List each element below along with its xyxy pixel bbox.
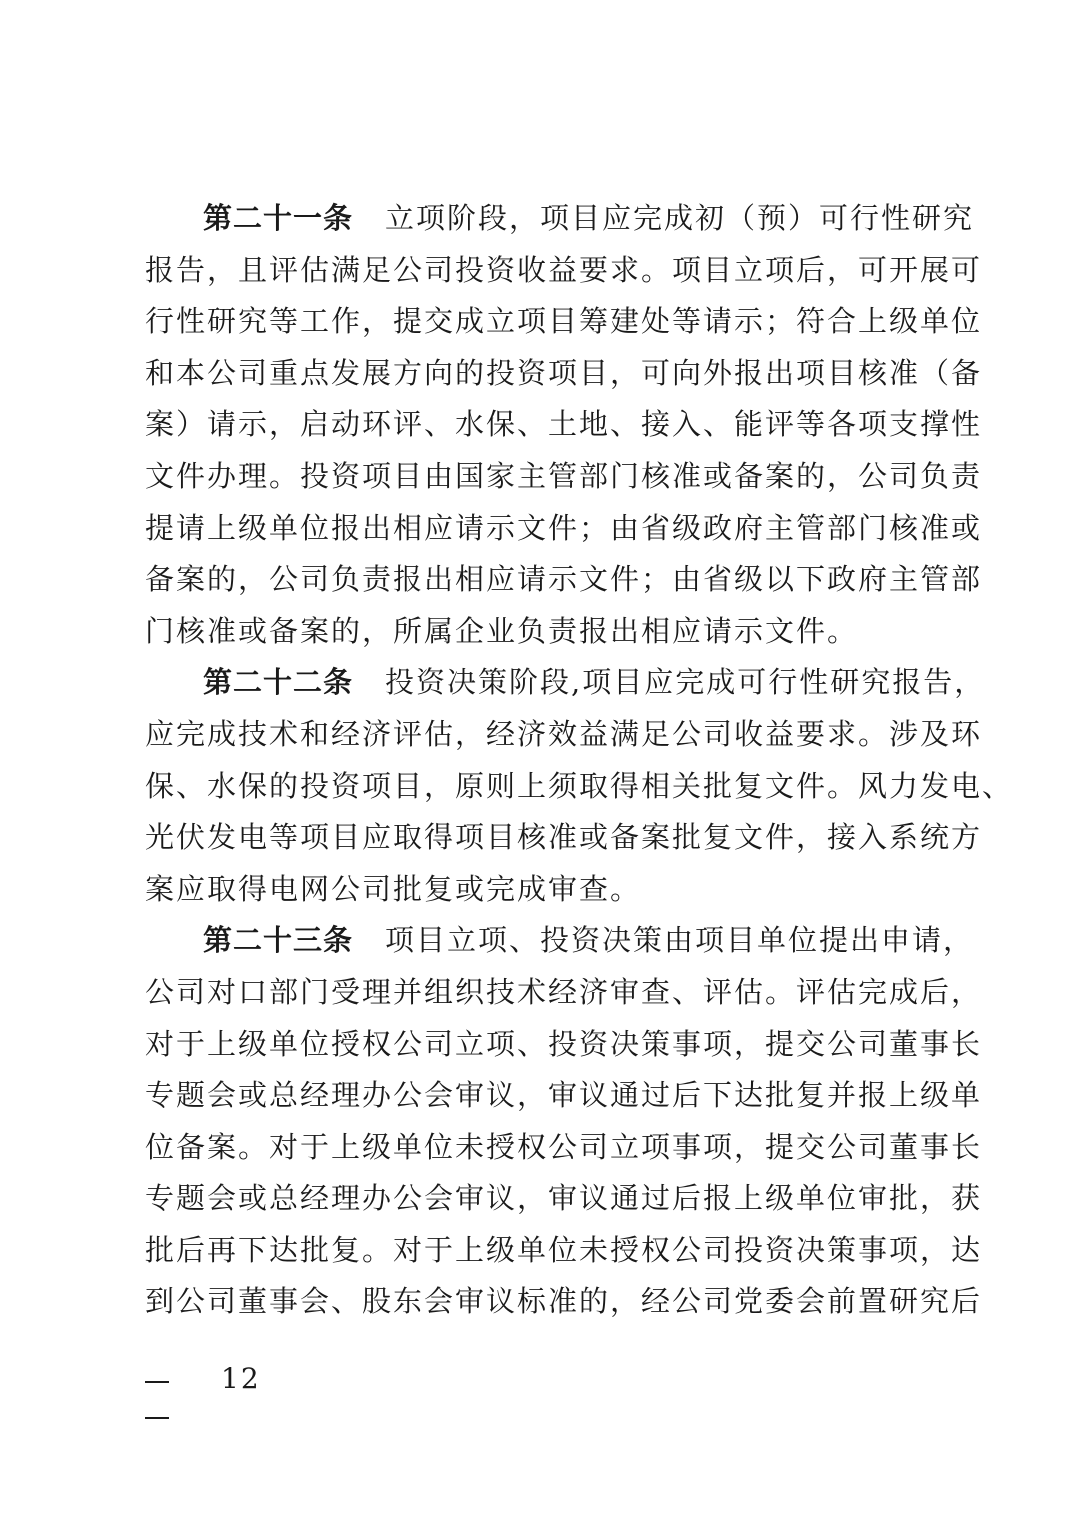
text-line (145, 1122, 983, 1174)
text-line (145, 864, 930, 916)
article-text: 门核准或备案的，所属企业负责报出相应请示文件。 (145, 613, 859, 648)
article-text: 位备案。对于上级单位未授权公司立项事项，提交公司董事长 (145, 1129, 983, 1164)
text-line (145, 915, 975, 967)
article-text: 专题会或总经理办公会审议，审议通过后报上级单位审批，获 (145, 1181, 983, 1216)
text-line (145, 1019, 983, 1071)
text-line (145, 761, 1014, 813)
article-heading: 第二十二条 (203, 665, 354, 700)
text-line (145, 245, 983, 297)
article-text: 案应取得电网公司批复或完成审查。 (145, 871, 642, 906)
text-line (145, 554, 983, 606)
article-text: 对于上级单位授权公司立项、投资决策事项，提交公司董事长 (145, 1026, 983, 1061)
text-line (145, 451, 983, 503)
text-line (145, 709, 983, 761)
text-line (145, 399, 983, 451)
article-text: 行性研究等工作，提交成立项目筹建处等请示；符合上级单位 (145, 304, 983, 339)
text-line (145, 606, 930, 658)
article-text: 立项阶段，项目应完成初（预）可行性研究 (385, 201, 975, 235)
text-line (145, 296, 983, 348)
text-line (145, 503, 983, 555)
article-text: 专题会或总经理办公会审议，审议通过后下达批复并报上级单 (145, 1078, 983, 1113)
article-text: 应完成技术和经济评估，经济效益满足公司收益要求。涉及环 (145, 716, 983, 751)
article-text: 批后再下达批复。对于上级单位未授权公司投资决策事项，达 (145, 1232, 983, 1267)
footer-dash-top (145, 1381, 169, 1383)
text-line (145, 193, 975, 245)
text-line (145, 1276, 983, 1328)
article-text: 保、水保的投资项目，原则上须取得相关批复文件。风力发电、 (145, 768, 1014, 803)
article-text: 公司对口部门受理并组织技术经济审查、评估。评估完成后， (145, 974, 983, 1009)
text-line (145, 1225, 983, 1277)
text-line (145, 1070, 983, 1122)
text-line (145, 967, 983, 1019)
article-text: 报告，且评估满足公司投资收益要求。项目立项后，可开展可 (145, 252, 983, 287)
article-text: 文件办理。投资项目由国家主管部门核准或备案的，公司负责 (145, 458, 983, 493)
article-text: 案）请示，启动环评、水保、土地、接入、能评等各项支撑性 (145, 407, 983, 442)
article-text: 到公司董事会、股东会审议标准的，经公司党委会前置研究后 (145, 1284, 983, 1319)
text-line (145, 1173, 983, 1225)
page-number: 12 (221, 1362, 261, 1395)
article-text: 和本公司重点发展方向的投资项目，可向外报出项目核准（备 (145, 355, 983, 390)
text-line (145, 812, 983, 864)
article-heading: 第二十一条 (203, 201, 354, 235)
body-text (145, 193, 1014, 1328)
footer-dash-bottom (145, 1417, 169, 1419)
article-text: 项目立项、投资决策由项目单位提出申请， (385, 923, 975, 958)
article-text: 投资决策阶段,项目应完成可行性研究报告， (385, 665, 986, 700)
text-line (145, 348, 983, 400)
article-text: 备案的，公司负责报出相应请示文件；由省级以下政府主管部 (145, 562, 983, 597)
article-text: 提请上级单位报出相应请示文件；由省级政府主管部门核准或 (145, 510, 983, 545)
article-heading: 第二十三条 (203, 923, 354, 958)
text-line (145, 657, 986, 709)
article-text: 光伏发电等项目应取得项目核准或备案批复文件，接入系统方 (145, 820, 983, 855)
